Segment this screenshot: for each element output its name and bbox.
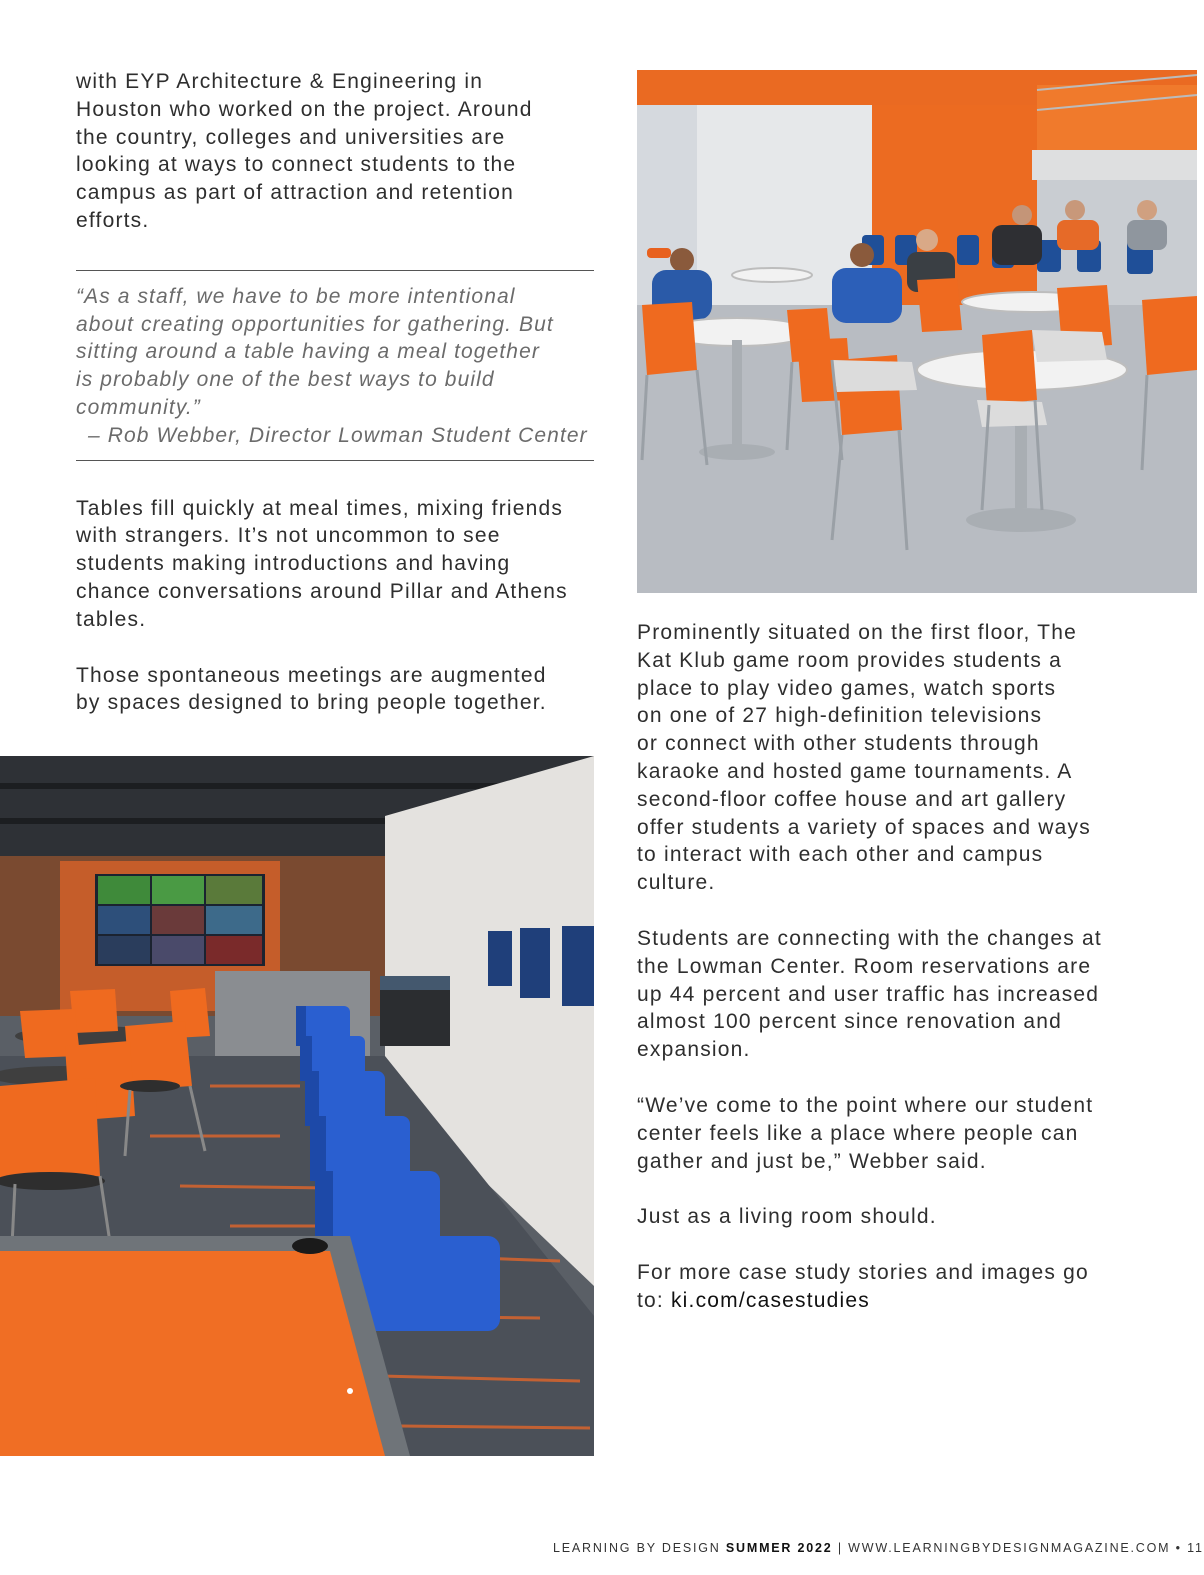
- closing-text: For more case study stories and images go to:: [637, 1261, 1089, 1312]
- game-room-photo: [0, 756, 594, 1456]
- body-paragraph: Those spontaneous meetings are augmented by spaces designed to bring people together.: [76, 663, 547, 715]
- footer-issue: SUMMER 2022: [725, 1541, 833, 1555]
- dining-hall-illustration: [637, 70, 1197, 593]
- body-paragraph: Tables fill quickly at meal times, mixing friends with strangers. It’s not uncommon to see students making introductions and having chance conversations around Pillar and Athens tables.: [76, 496, 568, 631]
- body-paragraph: Just as a living room should.: [637, 1205, 937, 1229]
- game-room-illustration: [0, 756, 594, 1456]
- closing-paragraph: [637, 1259, 1157, 1315]
- page-number: 11: [1187, 1541, 1204, 1555]
- body-paragraph: “We’ve come to the point where our student center feels like a place where people can gather and just be,” Webber said.: [637, 1093, 1094, 1173]
- page-footer: [553, 1541, 1204, 1555]
- intro-paragraph: with EYP Architecture & Engineering in Houston who worked on the project. Around the country, colleges and universities are looking at ways to connect students to the campus as part of attraction and retention efforts.: [76, 70, 533, 232]
- pull-quote: [76, 270, 594, 461]
- body-paragraph: Prominently situated on the first floor, The Kat Klub game room provides students a place to play video games, watch sports on one of 27 high-definition televisions or connect with other students through karaoke and hosted game tournaments. A second-floor coffee house and art gallery offer students a variety of spaces and ways to interact with each other and campus culture.: [637, 621, 1091, 895]
- pull-quote-text: “As a staff, we have to be more intentional about creating opportunities for gathering. But sitting around a table having a meal together is probably one of the best ways to build community.”: [76, 284, 554, 419]
- footer-website[interactable]: WWW.LEARNINGBYDESIGNMAGAZINE.COM: [848, 1541, 1171, 1555]
- footer-separator: |: [837, 1541, 843, 1555]
- right-column: [637, 619, 1157, 1343]
- pull-quote-attribution: – Rob Webber, Director Lowman Student Center: [88, 423, 588, 447]
- body-paragraph: Students are connecting with the changes at the Lowman Center. Room reservations are up 44 percent and user traffic has increased almost 100 percent since renovation and expansion.: [637, 926, 1102, 1062]
- dining-hall-photo: [637, 70, 1197, 593]
- footer-bullet: •: [1175, 1541, 1182, 1555]
- left-column: [76, 68, 601, 717]
- case-studies-link[interactable]: ki.com/casestudies: [670, 1288, 870, 1312]
- footer-magazine: LEARNING BY DESIGN: [553, 1541, 721, 1555]
